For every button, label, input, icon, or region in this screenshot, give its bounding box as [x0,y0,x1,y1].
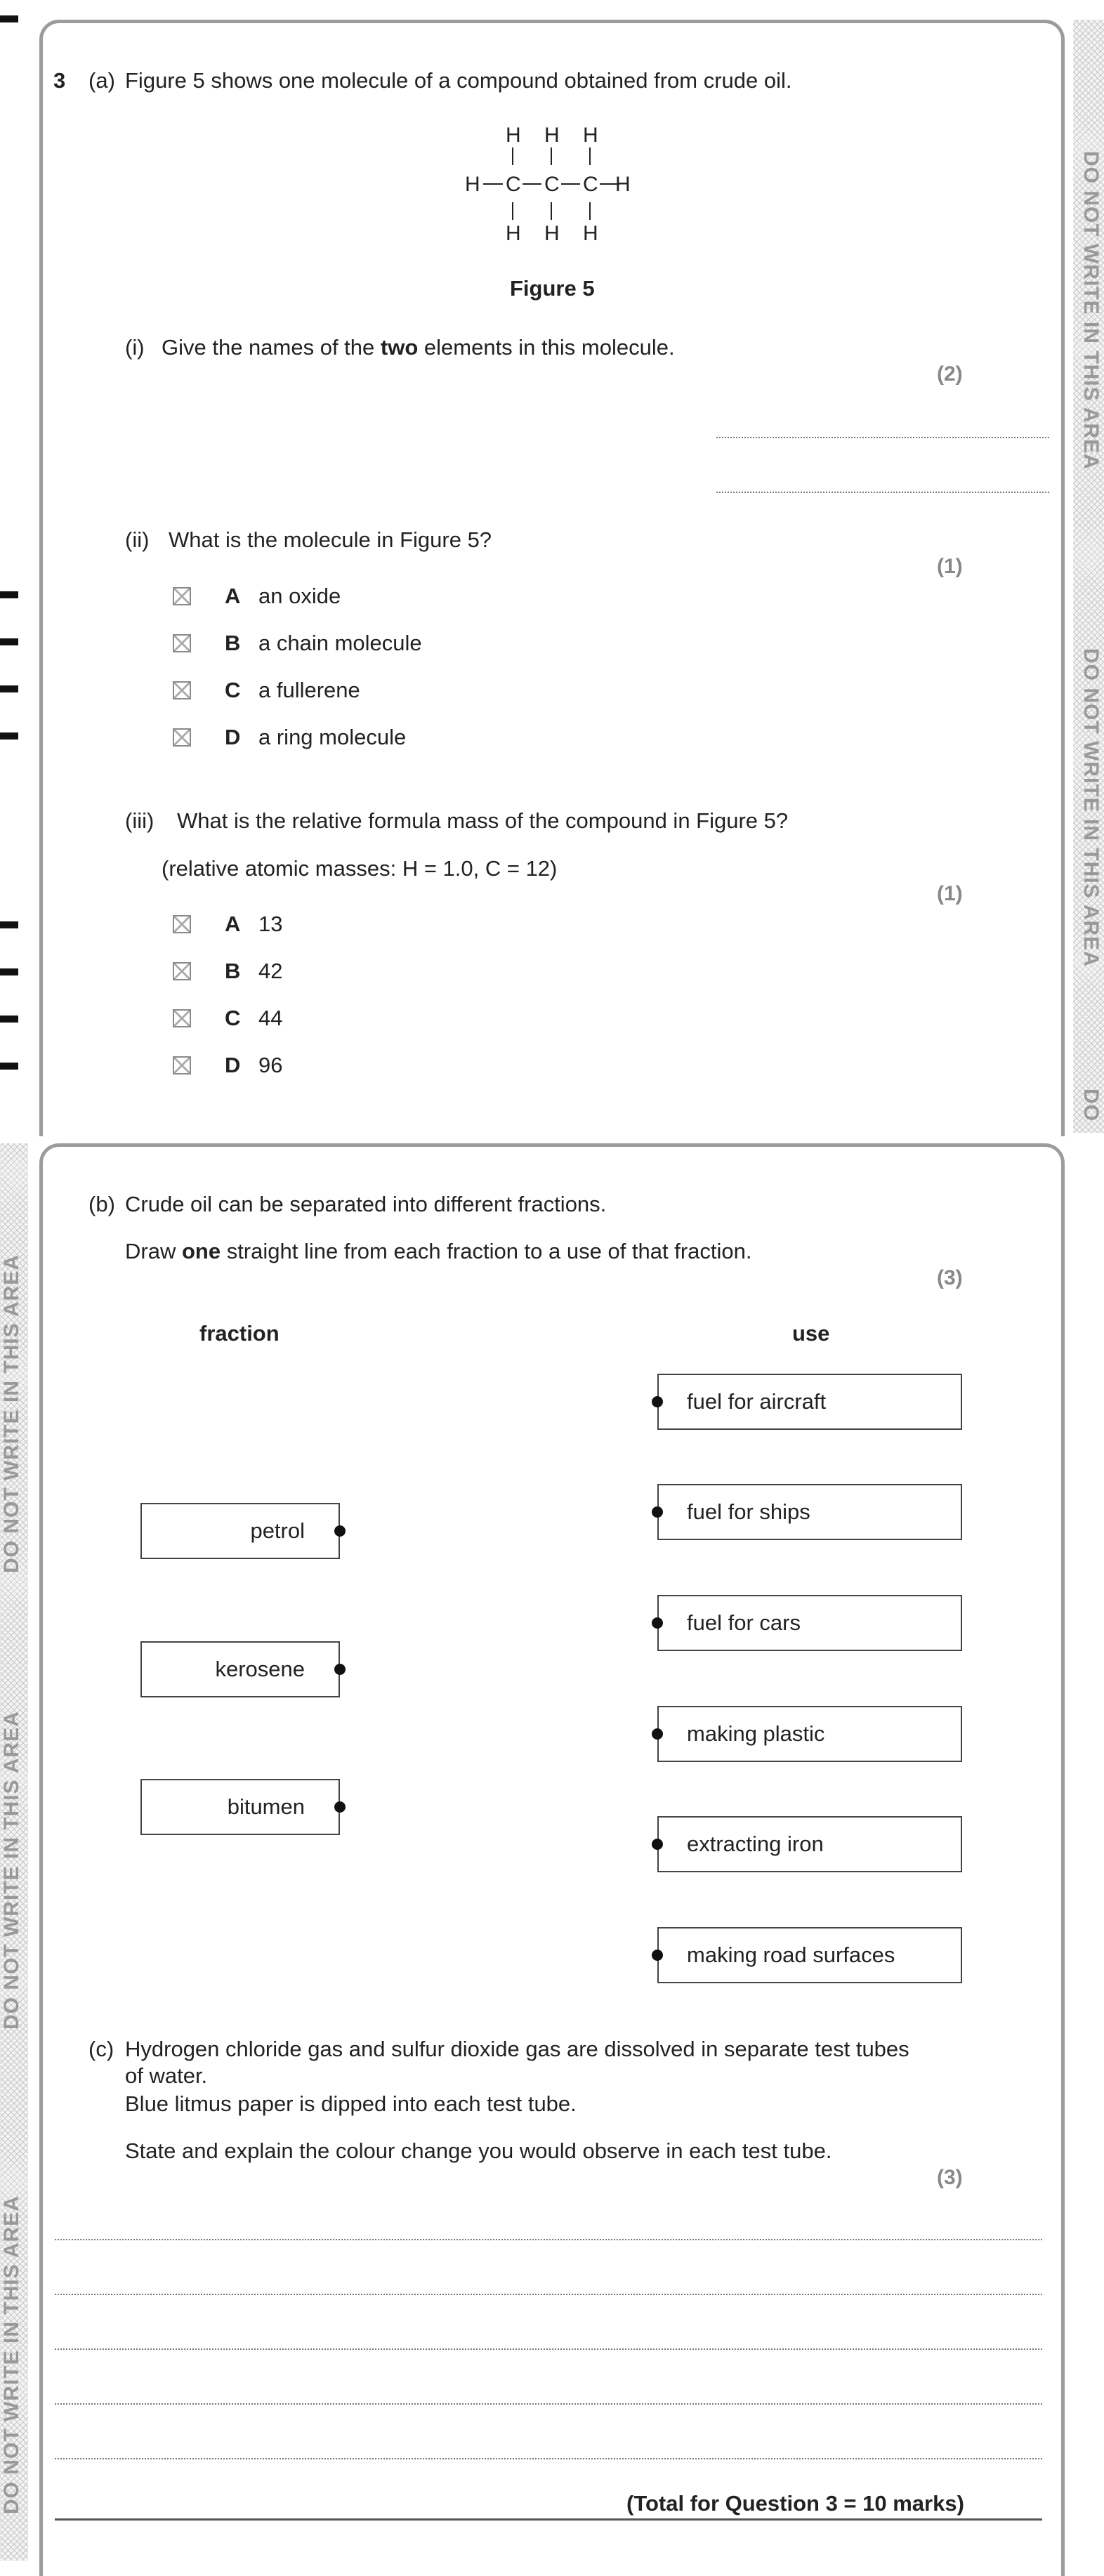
answer-line[interactable] [55,2403,1042,2405]
question-text: of water. [125,2063,208,2088]
option-text: 42 [258,959,283,983]
option-letter: A [225,912,241,936]
connector-dot[interactable] [652,1617,663,1629]
atom-h: H [465,173,480,196]
question-text: Hydrogen chloride gas and sulfur dioxide gas are dissolved in separate test tubes [125,2037,909,2061]
atom-h: H [583,124,598,147]
fraction-box-bitumen: bitumen [140,1779,340,1835]
use-box-making-plastic: making plastic [657,1706,962,1762]
connector-dot[interactable] [652,1728,663,1740]
atom-h: H [583,222,598,245]
question-instruction: Draw one straight line from each fraction to a use of that fraction. [125,1239,752,1263]
option-text: a chain molecule [258,631,422,655]
answer-checkbox[interactable] [173,681,191,699]
column-header-fraction: fraction [199,1321,280,1346]
use-box-fuel-ships: fuel for ships [657,1484,962,1540]
atom-h: H [506,222,521,245]
answer-line[interactable] [55,2458,1042,2459]
marks-label: (1) [937,882,963,905]
marks-label: (3) [937,1266,963,1289]
subpart-label: (ii) [125,527,150,552]
question-text: What is the molecule in Figure 5? [169,527,492,552]
option-letter: B [225,959,241,983]
question-text: Crude oil can be separated into different fractions. [125,1192,607,1216]
margin-warning-label: DO NOT WRITE IN THIS AREA [0,2195,23,2514]
margin-warning-label: DO [1079,1089,1103,1122]
atom-h: H [544,124,560,147]
connector-dot[interactable] [652,1839,663,1850]
use-box-road-surfaces: making road surfaces [657,1927,962,1983]
option-text: an oxide [258,584,341,608]
margin-warning-label: DO NOT WRITE IN THIS AREA [0,1254,23,1573]
atom-c: C [583,173,598,196]
answer-line[interactable] [55,2239,1042,2240]
answer-checkbox[interactable] [173,634,191,652]
question-total: (Total for Question 3 = 10 marks) [626,2491,964,2516]
connector-dot[interactable] [334,1801,346,1813]
fraction-box-kerosene: kerosene [140,1641,340,1697]
question-note: (relative atomic masses: H = 1.0, C = 12) [162,856,558,881]
fraction-box-petrol: petrol [140,1503,340,1559]
option-text: 13 [258,912,283,936]
figure-caption: Figure 5 [510,276,595,301]
subpart-label: (i) [125,335,145,360]
atom-h: H [506,124,521,147]
margin-warning-label: DO NOT WRITE IN THIS AREA [1079,648,1103,967]
option-text: 96 [258,1053,283,1077]
answer-line[interactable] [716,437,1049,438]
subpart-label: (iii) [125,808,155,833]
question-text: What is the relative formula mass of the compound in Figure 5? [177,808,789,833]
option-text: a fullerene [258,678,360,702]
answer-line[interactable] [716,492,1049,493]
marks-label: (2) [937,362,963,386]
part-label: (c) [88,2037,114,2061]
option-letter: D [225,725,241,749]
column-header-use: use [792,1321,830,1346]
option-letter: C [225,678,241,702]
question-instruction: State and explain the colour change you would observe in each test tube. [125,2138,832,2163]
answer-checkbox[interactable] [173,915,191,933]
part-label: (b) [88,1192,115,1216]
atom-h: H [544,222,560,245]
answer-checkbox[interactable] [173,587,191,605]
connector-dot[interactable] [334,1664,346,1675]
option-text: a ring molecule [258,725,407,749]
use-box-extracting-iron: extracting iron [657,1816,962,1872]
answer-checkbox[interactable] [173,728,191,747]
marks-label: (1) [937,555,963,578]
option-text: 44 [258,1006,283,1030]
connector-dot[interactable] [334,1525,346,1537]
option-letter: A [225,584,241,608]
connector-dot[interactable] [652,1506,663,1518]
answer-line[interactable] [55,2348,1042,2350]
margin-warning-label: DO NOT WRITE IN THIS AREA [0,1711,23,2030]
atom-h: H [615,173,631,196]
option-letter: D [225,1053,241,1077]
use-box-fuel-cars: fuel for cars [657,1595,962,1651]
margin-warning-label: DO NOT WRITE IN THIS AREA [1079,151,1103,470]
atom-c: C [506,173,521,196]
part-label: (a) [88,68,115,93]
marks-label: (3) [937,2166,963,2189]
answer-checkbox[interactable] [173,1056,191,1075]
question-number: 3 [53,68,66,93]
connector-dot[interactable] [652,1396,663,1407]
answer-line[interactable] [55,2294,1042,2295]
question-text: Give the names of the two elements in this molecule. [162,335,675,360]
question-text: Blue litmus paper is dipped into each test tube. [125,2091,577,2116]
atom-c: C [544,173,560,196]
question-text: Figure 5 shows one molecule of a compound obtained from crude oil. [125,68,792,93]
connector-dot[interactable] [652,1950,663,1961]
use-box-fuel-aircraft: fuel for aircraft [657,1374,962,1430]
total-rule [55,2518,1042,2521]
option-letter: C [225,1006,241,1030]
answer-checkbox[interactable] [173,962,191,980]
answer-checkbox[interactable] [173,1009,191,1027]
option-letter: B [225,631,241,655]
